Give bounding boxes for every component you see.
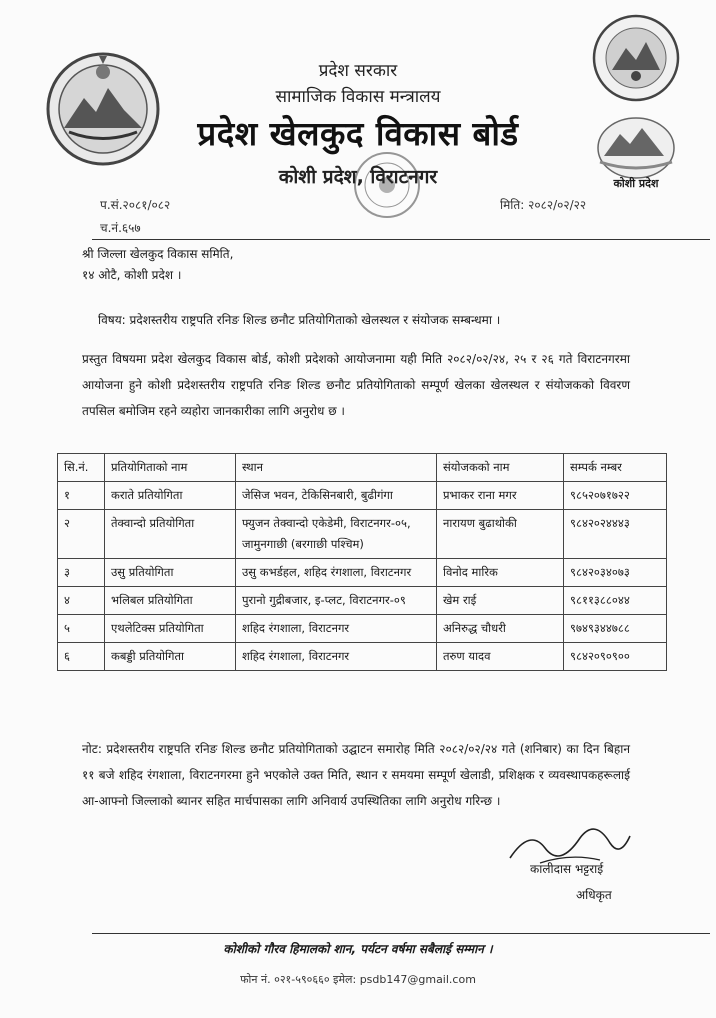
signatory-name: कालीदास भट्टराई — [530, 862, 604, 876]
contact-cell: ९८५२०७१७२२ — [564, 482, 667, 510]
footer-motto: कोशीको गौरव हिमालको शान, पर्यटन वर्षमा सबैलाई सम्मान । — [223, 942, 493, 956]
venue-cell: जेसिज भवन, टेकिसिनबारी, बुढीगंगा — [236, 482, 437, 510]
venue-cell: उसु कभर्डहल, शहिद रंगशाला, विराटनगर — [236, 559, 437, 587]
footer-divider — [92, 933, 710, 934]
col-contact-header: सम्पर्क नम्बर — [564, 454, 667, 482]
date-label: मिति: — [500, 198, 525, 212]
col-competition-header: प्रतियोगिताको नाम — [105, 454, 236, 482]
subject-line: विषय: प्रदेशस्तरीय राष्ट्रपति रनिङ शिल्ड छनौट प्रतियोगिताको खेलस्थल र संयोजक सम्बन्धमा । — [98, 313, 501, 327]
signatory-title: अधिकृत — [576, 888, 612, 902]
contact-cell: ९८४२०९०९०० — [564, 643, 667, 671]
date-value: २०८२/०२/२२ — [528, 198, 587, 212]
competition-cell: उसु प्रतियोगिता — [105, 559, 236, 587]
coordinator-cell: प्रभाकर राना मगर — [437, 482, 564, 510]
col-venue-header: स्थान — [236, 454, 437, 482]
competition-cell: एथलेटिक्स प्रतियोगिता — [105, 615, 236, 643]
competition-table — [57, 453, 667, 671]
table-row — [58, 559, 667, 587]
serial-cell: ५ — [58, 615, 105, 643]
table-row — [58, 615, 667, 643]
recipient-line-2: १४ ओटै, कोशी प्रदेश । — [82, 268, 182, 282]
serial-cell: ३ — [58, 559, 105, 587]
coordinator-cell: नारायण बुढाथोकी — [437, 510, 564, 559]
col-coordinator-header: संयोजकको नाम — [437, 454, 564, 482]
body-paragraph: प्रस्तुत विषयमा प्रदेश खेलकुद विकास बोर्ड, कोशी प्रदेशको आयोजनामा यही मिति २०८२/०२/२४, २५ र २६ गते विराटनगरमा आयोजना हुने कोशी प्रदेशस्तरीय राष्ट्रपति रनिङ शिल्ड छनौट प्रतियोगिताको सम्पूर्ण खेलका खेलस्थल र संयोजकको विवरण तपसिल बमोजिम रहने व्यहोरा जानकारीका लागि अनुरोध छ । — [82, 352, 630, 418]
table-row — [58, 587, 667, 615]
table-row — [58, 510, 667, 559]
table-row — [58, 482, 667, 510]
header-location: कोशी प्रदेश, विराटनगर — [278, 166, 438, 188]
competition-cell: भलिबल प्रतियोगिता — [105, 587, 236, 615]
reference-number: प.सं.२०८१/०८२ — [100, 198, 171, 212]
coordinator-cell: अनिरुद्ध चौधरी — [437, 615, 564, 643]
competition-cell: कबड्डी प्रतियोगिता — [105, 643, 236, 671]
competition-cell: कराते प्रतियोगिता — [105, 482, 236, 510]
koshi-logo-caption: कोशी प्रदेश — [613, 177, 659, 190]
table-row — [58, 643, 667, 671]
recipient-line-1: श्री जिल्ला खेलकुद विकास समिति, — [82, 247, 234, 261]
venue-cell: शहिद रंगशाला, विराटनगर — [236, 643, 437, 671]
header-divider — [92, 239, 710, 240]
serial-cell: २ — [58, 510, 105, 559]
coordinator-cell: विनोद मारिक — [437, 559, 564, 587]
letter-date — [500, 196, 586, 213]
dispatch-number: च.नं.६५७ — [100, 221, 141, 235]
contact-cell: ९८४२०३४०७३ — [564, 559, 667, 587]
contact-cell: ९८११३८८०४४ — [564, 587, 667, 615]
header-government: प्रदेश सरकार — [318, 61, 398, 81]
header-org-name: प्रदेश खेलकुद विकास बोर्ड — [197, 114, 519, 153]
note-paragraph: नोट: प्रदेशस्तरीय राष्ट्रपति रनिङ शिल्ड छनौट प्रतियोगिताको उद्घाटन समारोह मिति २०८२/०२/२४ गते (शनिबार) का दिन बिहान ११ बजे शहिद रंगशाला, विराटनगरमा हुने भएकोले उक्त मिति, स्थान र समयमा सम्पूर्ण खेलाडी, प्रशिक्षक र व्यवस्थापकहरूलाई आ-आफ्नो जिल्लाको ब्यानर सहित मार्चपासका लागि अनिवार्य उपस्थितिका लागि अनुरोध गरिन्छ । — [82, 742, 630, 808]
table-header-row — [58, 454, 667, 482]
col-serial-header: सि.नं. — [58, 454, 105, 482]
serial-cell: ६ — [58, 643, 105, 671]
coordinator-cell: खेम राई — [437, 587, 564, 615]
serial-cell: ४ — [58, 587, 105, 615]
footer-contact: फोन नं. ०२१-५९०६६० इमेल: psdb147@gmail.com — [240, 973, 476, 986]
competition-cell: तेक्वान्दो प्रतियोगिता — [105, 510, 236, 559]
header-ministry: सामाजिक विकास मन्त्रालय — [275, 87, 441, 107]
serial-cell: १ — [58, 482, 105, 510]
venue-cell: फ्युजन तेक्वान्दो एकेडेमी, विराटनगर-०५, जामुनगाछी (बरगाछी पश्चिम) — [236, 510, 437, 559]
coordinator-cell: तरुण यादव — [437, 643, 564, 671]
venue-cell: पुरानो गुद्रीबजार, इ-प्लट, विराटनगर-०९ — [236, 587, 437, 615]
venue-cell: शहिद रंगशाला, विराटनगर — [236, 615, 437, 643]
contact-cell: ९७४९३४४७८८ — [564, 615, 667, 643]
contact-cell: ९८४२०२४४४३ — [564, 510, 667, 559]
